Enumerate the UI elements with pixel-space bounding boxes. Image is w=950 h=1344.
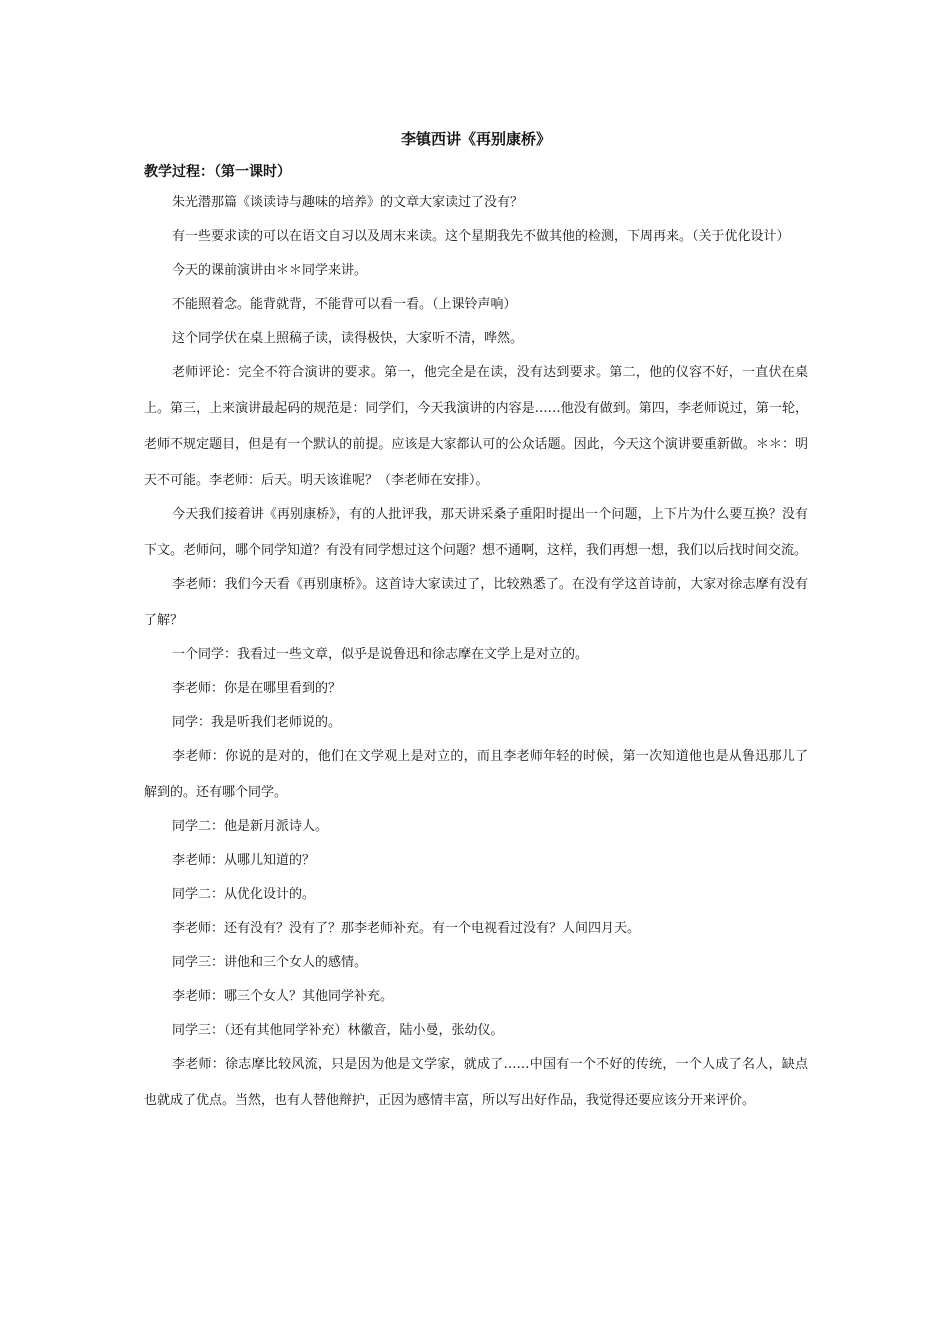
paragraph: 有一些要求读的可以在语文自习以及周末来读。这个星期我先不做其他的检测，下周再来。（关于优化设计） <box>172 229 790 244</box>
paragraph: 今天的课前演讲由＊＊同学来讲。 <box>172 263 368 278</box>
paragraph: 同学二：他是新月派诗人。 <box>172 819 329 834</box>
paragraph: 不能照着念。能背就背，不能背可以看一看。（上课铃声响） <box>172 297 517 312</box>
document-title: 李镇西讲《再别康桥》 <box>400 130 551 148</box>
paragraph: 李老师：我们今天看《再别康桥》。这首诗大家读过了，比较熟悉了。在没有学这首诗前，大家对徐志摩有没有了解？ <box>144 577 808 628</box>
paragraph: 朱光潜那篇《谈读诗与趣味的培养》的文章大家读过了没有？ <box>172 195 524 210</box>
paragraph: 李老师：你说的是对的，他们在文学观上是对立的，而且李老师年轻的时候，第一次知道他也是从鲁迅那儿了解到的。还有哪个同学。 <box>144 749 808 800</box>
paragraph: 今天我们接着讲《再别康桥》，有的人批评我，那天讲采桑子重阳时提出一个问题，上下片为什么要互换？没有下文。老师问，哪个同学知道？有没有同学想过这个问题？想不通啊，这样，我们再想一想，我们以后找时间交流。 <box>144 507 808 558</box>
paragraph: 李老师：从哪儿知道的？ <box>172 853 316 868</box>
document-page <box>144 127 808 1123</box>
paragraph: 一个同学：我看过一些文章，似乎是说鲁迅和徐志摩在文学上是对立的。 <box>172 647 589 662</box>
paragraph: 老师评论：完全不符合演讲的要求。第一，他完全是在读，没有达到要求。第二，他的仪容不好，一直伏在桌上。第三，上来演讲最起码的规范是：同学们，今天我演讲的内容是……他没有做到。第四，李老师说过，第一轮，老师不规定题目，但是有一个默认的前提。应该是大家都认可的公众话题。因此，今天这个演讲要重新做。＊＊：明天不可能。李老师：后天。明天该谁呢？（李老师在安排）。 <box>144 365 808 488</box>
paragraph: 同学三：讲他和三个女人的感情。 <box>172 955 368 970</box>
paragraph: 同学二：从优化设计的。 <box>172 887 316 902</box>
paragraph: 同学：我是听我们老师说的。 <box>172 715 342 730</box>
paragraph: 李老师：还有没有？没有了？那李老师补充。有一个电视看过没有？人间四月天。 <box>172 921 641 936</box>
paragraph: 同学三：（还有其他同学补充）林徽音，陆小曼，张幼仪。 <box>172 1023 504 1038</box>
paragraph: 李老师：哪三个女人？其他同学补充。 <box>172 989 394 1004</box>
section-heading: 教学过程：（第一课时） <box>144 164 291 180</box>
paragraph: 李老师：徐志摩比较风流，只是因为他是文学家，就成了……中国有一个不好的传统，一个人成了名人，缺点也就成了优点。当然，也有人替他辩护，正因为感情丰富，所以写出好作品，我觉得还要应该分开来评价。 <box>144 1057 808 1108</box>
paragraph: 这个同学伏在桌上照稿子读，读得极快，大家听不清，哗然。 <box>172 331 524 346</box>
paragraph: 李老师：你是在哪里看到的？ <box>172 681 342 696</box>
